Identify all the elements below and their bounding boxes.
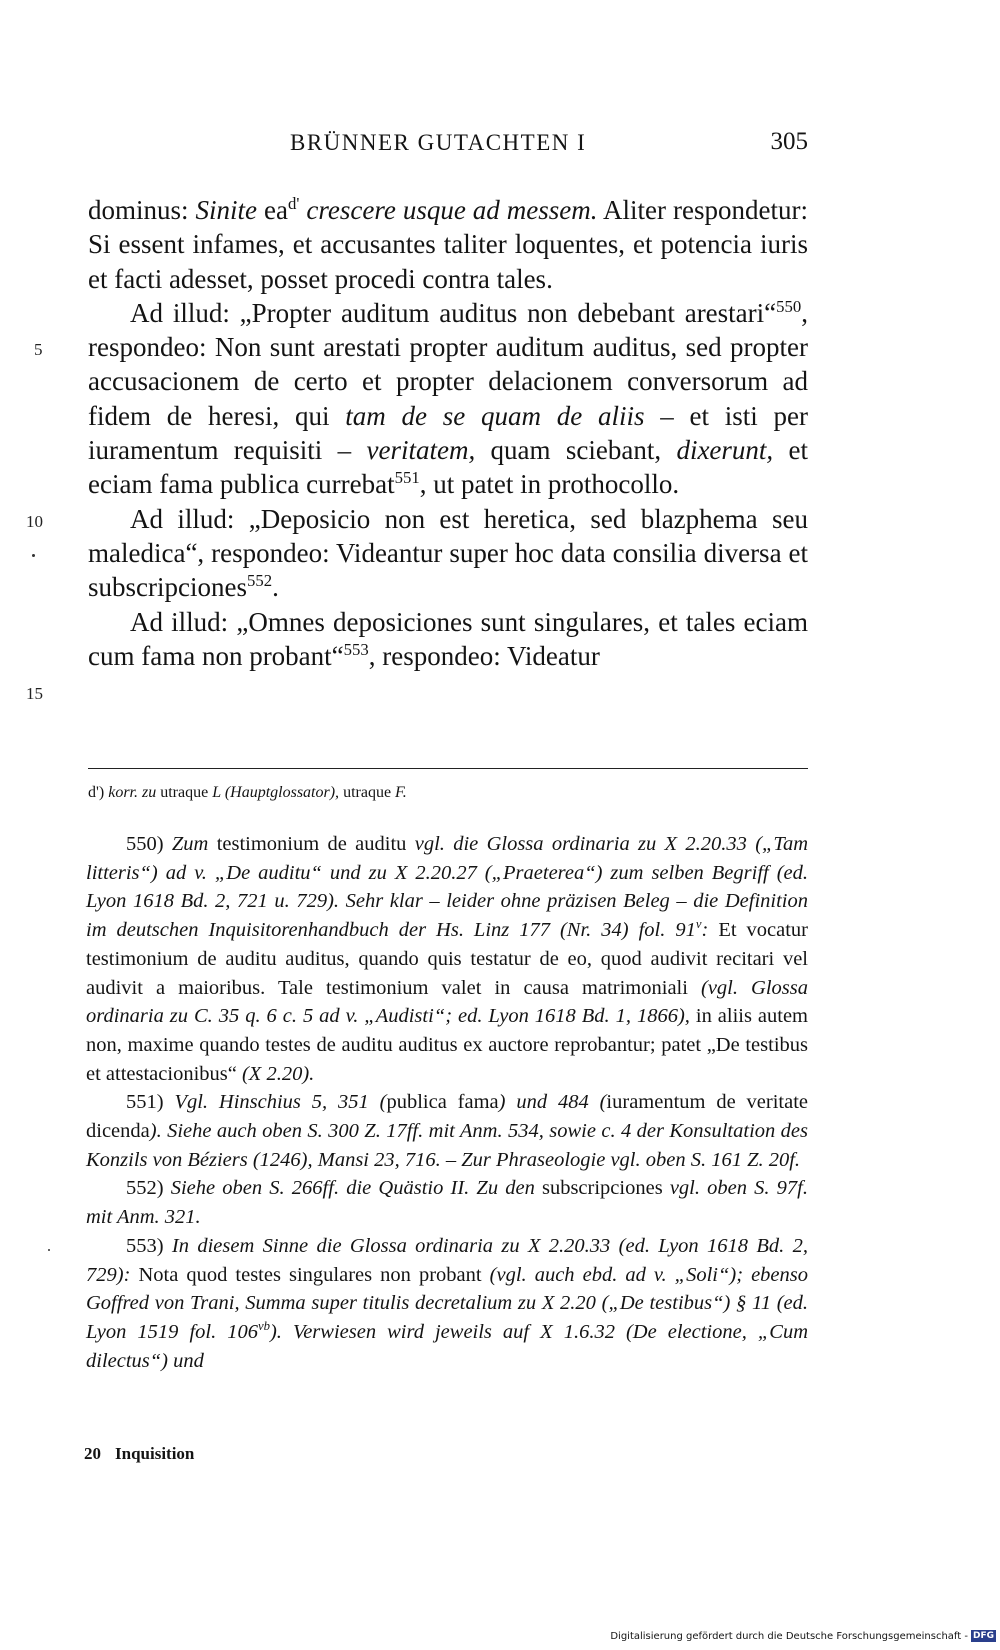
paragraph-1 <box>88 193 808 296</box>
italic-run: Zum <box>171 833 209 855</box>
italic-run: crescere usque ad messem. <box>306 195 598 225</box>
text-run: testimonium de auditu <box>208 833 415 855</box>
superscript: 552 <box>246 571 273 591</box>
text-run: utraque <box>156 784 213 801</box>
text-run: , respondeo: Videatur <box>368 640 600 671</box>
italic-run: tam de se quam de aliis <box>345 400 645 431</box>
line-number-10: 10 <box>26 512 43 531</box>
line-number-5: 5 <box>34 340 43 359</box>
text-run: 550) <box>126 833 172 855</box>
text-run: ea <box>257 195 288 225</box>
italic-run: (X 2.20). <box>241 1062 315 1085</box>
italic-run: Vgl. Hinschius 5, 351 ( <box>174 1091 387 1114</box>
superscript: 553 <box>343 639 369 659</box>
signature-number: 20 <box>84 1444 101 1463</box>
footnote-550 <box>86 830 808 1088</box>
text-run: , ut patet in prothocollo. <box>419 469 680 500</box>
text-run: , respondeo: Non sunt arestati propter auditum auditus, sed propter accusacionem de certo et propter delacionem conversorum ad fidem de heresi, qui <box>88 297 808 431</box>
italic-run: korr. zu <box>108 784 157 801</box>
italic-run: vgl. oben S. 97f. mit Anm. 321. <box>86 1177 808 1229</box>
signature-word: Inquisition <box>115 1444 195 1463</box>
italic-run: F. <box>395 784 407 801</box>
superscript: 551 <box>394 468 420 488</box>
text-run: Nota quod testes singulares non probant <box>130 1263 490 1286</box>
text-run: in aliis autem non, maxime quando testes de auditu auditus ex auctore reprobantur; patet „De testibus et attestacionibus“ <box>86 1005 808 1085</box>
footnote-553 <box>86 1232 808 1376</box>
italic-run: (vgl. auch ebd. ad v. „Soli“); ebenso Goffred von Trani, Summa super titulis decretalium zu X 2.20 („De testibus“) § 11 (ed. Lyon 1519 fol. 106 <box>86 1263 809 1343</box>
superscript: vb <box>257 1319 270 1334</box>
footnote-rule <box>88 768 808 769</box>
italic-run: ). Verwiesen wird jeweils auf X 1.6.32 (De electione, „Cum dilectus“) und <box>86 1320 808 1372</box>
text-run: iuramentum de veritate dicenda <box>86 1091 809 1143</box>
text-run: et eciam fama publica currebat <box>88 435 808 500</box>
superscript: v <box>695 917 702 932</box>
text-run: Ad illud: „Deposicio non est heretica, sed blazphema seu maledica“, respondeo: Videantur super hoc data consilia diversa et subscripciones <box>88 503 808 603</box>
italic-run: ) und 484 ( <box>498 1091 607 1114</box>
italic-run: dixerunt, <box>676 435 774 466</box>
italic-run: (vgl. Glossa ordinaria zu C. 35 q. 6 c. 5 ad v. „Audisti“; ed. Lyon 1618 Bd. 1, 1866), <box>86 976 809 1028</box>
italic-run: vgl. die Glossa ordinaria zu X 2.20.33 („Tam litteris“) ad v. „De auditu“ und zu X 2.20.27 („Praeterea“) zum selben Begriff (ed. Lyon 1618 Bd. 2, 721 u. 729). Sehr klar – leider ohne präzisen Beleg – die Definition im deutschen Inquisitorenhandbuch der Hs. Linz 177 (Nr. 34) fol. 91 <box>86 833 809 942</box>
digitization-banner <box>610 1630 996 1642</box>
footnotes <box>86 830 808 1375</box>
text-run: – et isti per iuramentum requisiti – <box>88 400 808 466</box>
text-run: dominus: <box>88 195 196 225</box>
superscript: d' <box>287 194 300 213</box>
digitization-text: Digitalisierung gefördert durch die Deutsche Forschungsgemeinschaft - <box>610 1630 968 1642</box>
main-text <box>88 193 808 673</box>
dfg-logo: DFG <box>972 1631 994 1641</box>
text-run: 552) <box>126 1177 171 1200</box>
italic-run: veritatem, <box>366 435 476 466</box>
text-run: Ad illud: „Propter auditum auditus non debebant arestari“ <box>130 297 777 328</box>
superscript: 550 <box>776 296 802 316</box>
italic-run: Siehe oben S. 266ff. die Quästio II. Zu den <box>170 1177 535 1200</box>
text-run: Aliter respondetur: Si essent infames, et accusantes taliter loquentes, et potencia iuris et facti adesset, posset procedi contra tales. <box>88 195 808 294</box>
critical-apparatus <box>88 782 808 804</box>
margin-mark-lower <box>48 1249 50 1251</box>
paragraph-4 <box>88 605 808 674</box>
text-run: . <box>272 572 279 603</box>
page-number: 305 <box>770 128 808 155</box>
footnote-552 <box>86 1174 808 1231</box>
margin-mark <box>32 554 35 557</box>
text-run: Et vocatur testimonium de auditu auditus, quando quis testatur de eo, quod audivit recitari vel audivit a maioribus. Tale testimonium valet in causa matrimoniali <box>86 919 808 999</box>
italic-run: : <box>701 919 709 942</box>
text-run: Ad illud: „Omnes deposiciones sunt singulares, et tales eciam cum fama non probant“ <box>88 606 808 671</box>
running-title: BRÜNNER GUTACHTEN I <box>290 130 587 155</box>
running-header <box>88 130 808 162</box>
paragraph-3 <box>88 502 808 605</box>
line-number-15: 15 <box>26 684 43 703</box>
italic-run: Sinite <box>195 195 258 225</box>
italic-run: In diesem Sinne die Glossa ordinaria zu X 2.20.33 (ed. Lyon 1618 Bd. 2, 729): <box>86 1234 808 1286</box>
text-run: 551) <box>126 1091 175 1114</box>
footnote-551 <box>86 1088 808 1174</box>
text-run: quam sciebant, <box>475 435 677 466</box>
text-run: 553) <box>126 1234 172 1257</box>
text-run: d') <box>88 784 109 801</box>
text-run: utraque <box>339 784 396 801</box>
paragraph-2 <box>88 296 808 502</box>
italic-run: L (Hauptglossator), <box>212 784 340 801</box>
text-run: subscripciones <box>534 1177 670 1200</box>
italic-run: ). Siehe auch oben S. 300 Z. 17ff. mit Anm. 534, sowie c. 4 der Konsultation des Konzils von Béziers (1246), Mansi 23, 716. – Zur Phraseologie vgl. oben S. 161 Z. 20f. <box>86 1120 808 1171</box>
text-run: publica fama <box>386 1091 499 1114</box>
signature-line <box>84 1444 194 1464</box>
